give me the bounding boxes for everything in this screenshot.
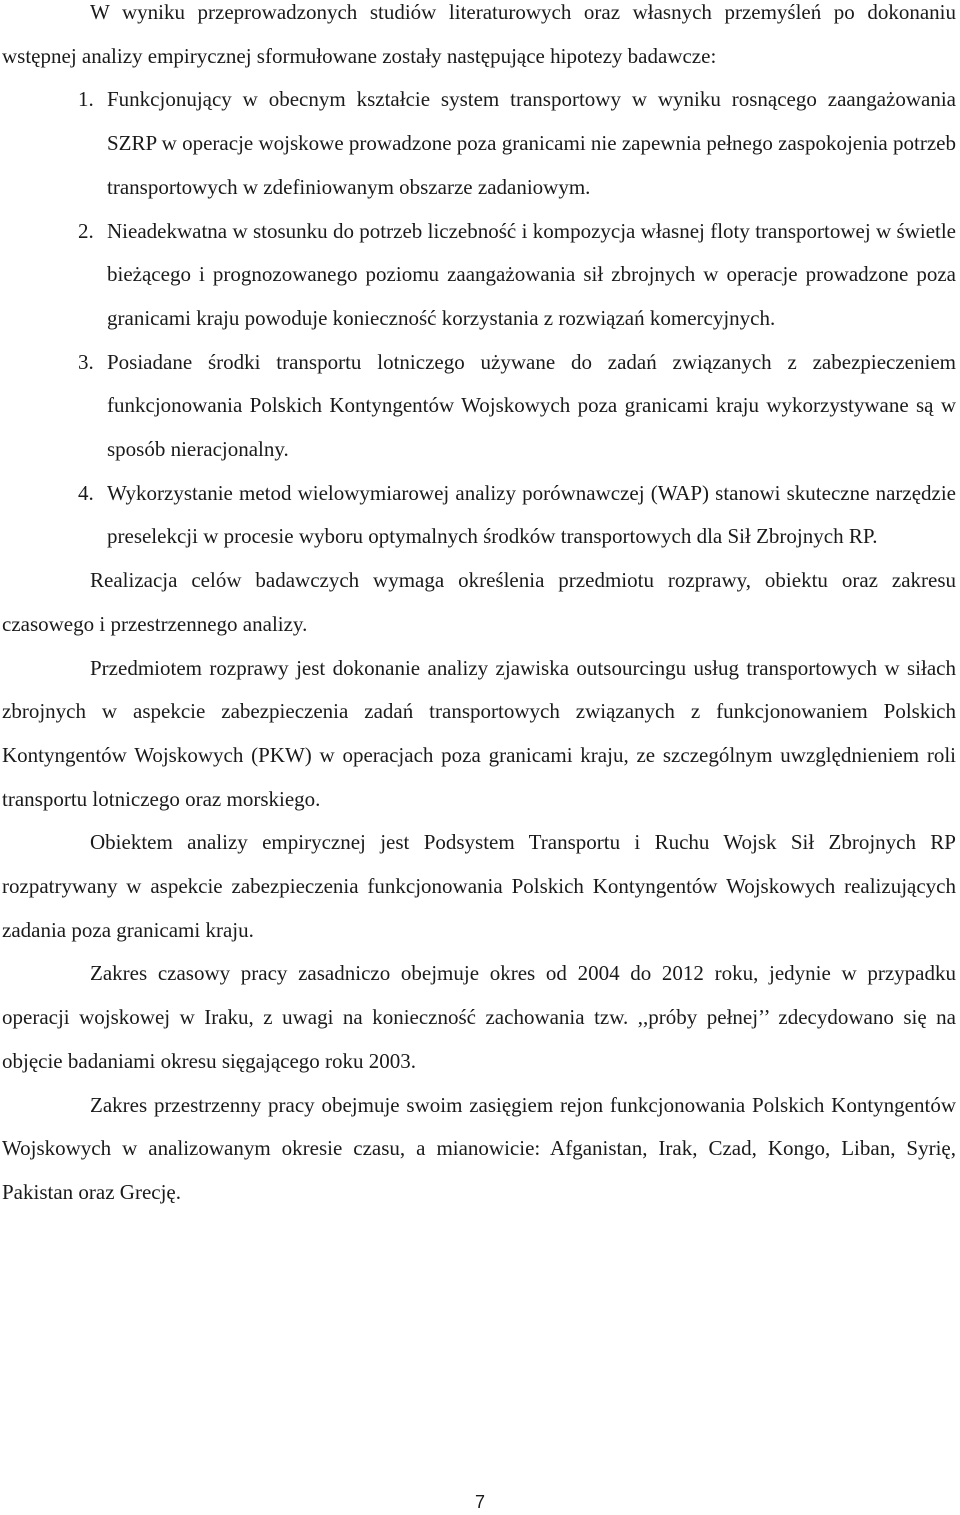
hypothesis-item bbox=[78, 341, 956, 472]
hypothesis-text: Funkcjonujący w obecnym kształcie system transportowy w wyniku rosnącego zaangażowania SZRP w operacje wojskowe prowadzone poza granicami nie zapewnia pełnego zaspokojenia potrzeb transportowych w zdefiniowanym obszarze zadaniowym. bbox=[107, 87, 956, 199]
hypothesis-text: Posiadane środki transportu lotniczego używane do zadań związanych z zabezpieczeniem funkcjonowania Polskich Kontyngentów Wojskowych poza granicami kraju wykorzystywane są w sposób nieracjonalny. bbox=[107, 349, 956, 462]
hypothesis-text: Nieadekwatna w stosunku do potrzeb liczebność i kompozycja własnej floty transportowej w świetle bieżącego i prognozowanego poziomu zaangażowania sił zbrojnych w operacje prowadzone poza granicami kraju powoduje konieczność korzystania z rozwiązań komercyjnych. bbox=[107, 218, 956, 330]
hypothesis-item bbox=[78, 78, 956, 209]
hypothesis-item bbox=[78, 472, 956, 559]
object-paragraph: Obiektem analizy empirycznej jest Podsystem Transportu i Ruchu Wojsk Sił Zbrojnych RP rozpatrywany w aspekcie zabezpieczenia funkcjonowania Polskich Kontyngentów Wojskowych realizujących zadania poza granicami kraju. bbox=[2, 830, 956, 942]
time-scope-paragraph: Zakres czasowy pracy zasadniczo obejmuje okres od 2004 do 2012 roku, jedynie w przypadku operacji wojskowej w Iraku, z uwagi na konieczność zachowania tzw. ,,próby pełnej’’ zdecydowano się na objęcie badaniami okresu sięgającego roku 2003. bbox=[2, 961, 956, 1073]
document-body bbox=[2, 0, 956, 1215]
hypothesis-number: 4. bbox=[78, 480, 94, 505]
spatial-scope-paragraph: Zakres przestrzenny pracy obejmuje swoim zasięgiem rejon funkcjonowania Polskich Kontyngentów Wojskowych w analizowanym okresie czasu, a mianowicie: Afganistan, Irak, Czad, Kongo, Liban, Syrię, Pakistan oraz Grecję. bbox=[2, 1092, 956, 1204]
hypothesis-number: 3. bbox=[78, 349, 94, 374]
hypothesis-number: 1. bbox=[78, 87, 94, 112]
research-goals-paragraph: Realizacja celów badawczych wymaga określenia przedmiotu rozprawy, obiektu oraz zakresu czasowego i przestrzennego analizy. bbox=[2, 568, 956, 636]
hypothesis-item bbox=[78, 210, 956, 341]
subject-paragraph: Przedmiotem rozprawy jest dokonanie analizy zjawiska outsourcingu usług transportowych w siłach zbrojnych w aspekcie zabezpieczenia zadań transportowych związanych z funkcjonowaniem Polskich Kontyngentów Wojskowych (PKW) w operacjach poza granicami kraju, ze szczególnym uwzględnieniem roli transportu lotniczego oraz morskiego. bbox=[2, 655, 956, 811]
page-number: 7 bbox=[474, 1492, 485, 1512]
hypotheses-list bbox=[2, 78, 956, 559]
intro-paragraph: W wyniku przeprowadzonych studiów literaturowych oraz własnych przemyśleń po dokonaniu wstępnej analizy empirycznej sformułowane zostały następujące hipotezy badawcze: bbox=[2, 0, 956, 68]
hypothesis-number: 2. bbox=[78, 218, 94, 243]
hypothesis-text: Wykorzystanie metod wielowymiarowej analizy porównawczej (WAP) stanowi skuteczne narzędzie preselekcji w procesie wyboru optymalnych środków transportowych dla Sił Zbrojnych RP. bbox=[107, 480, 956, 549]
